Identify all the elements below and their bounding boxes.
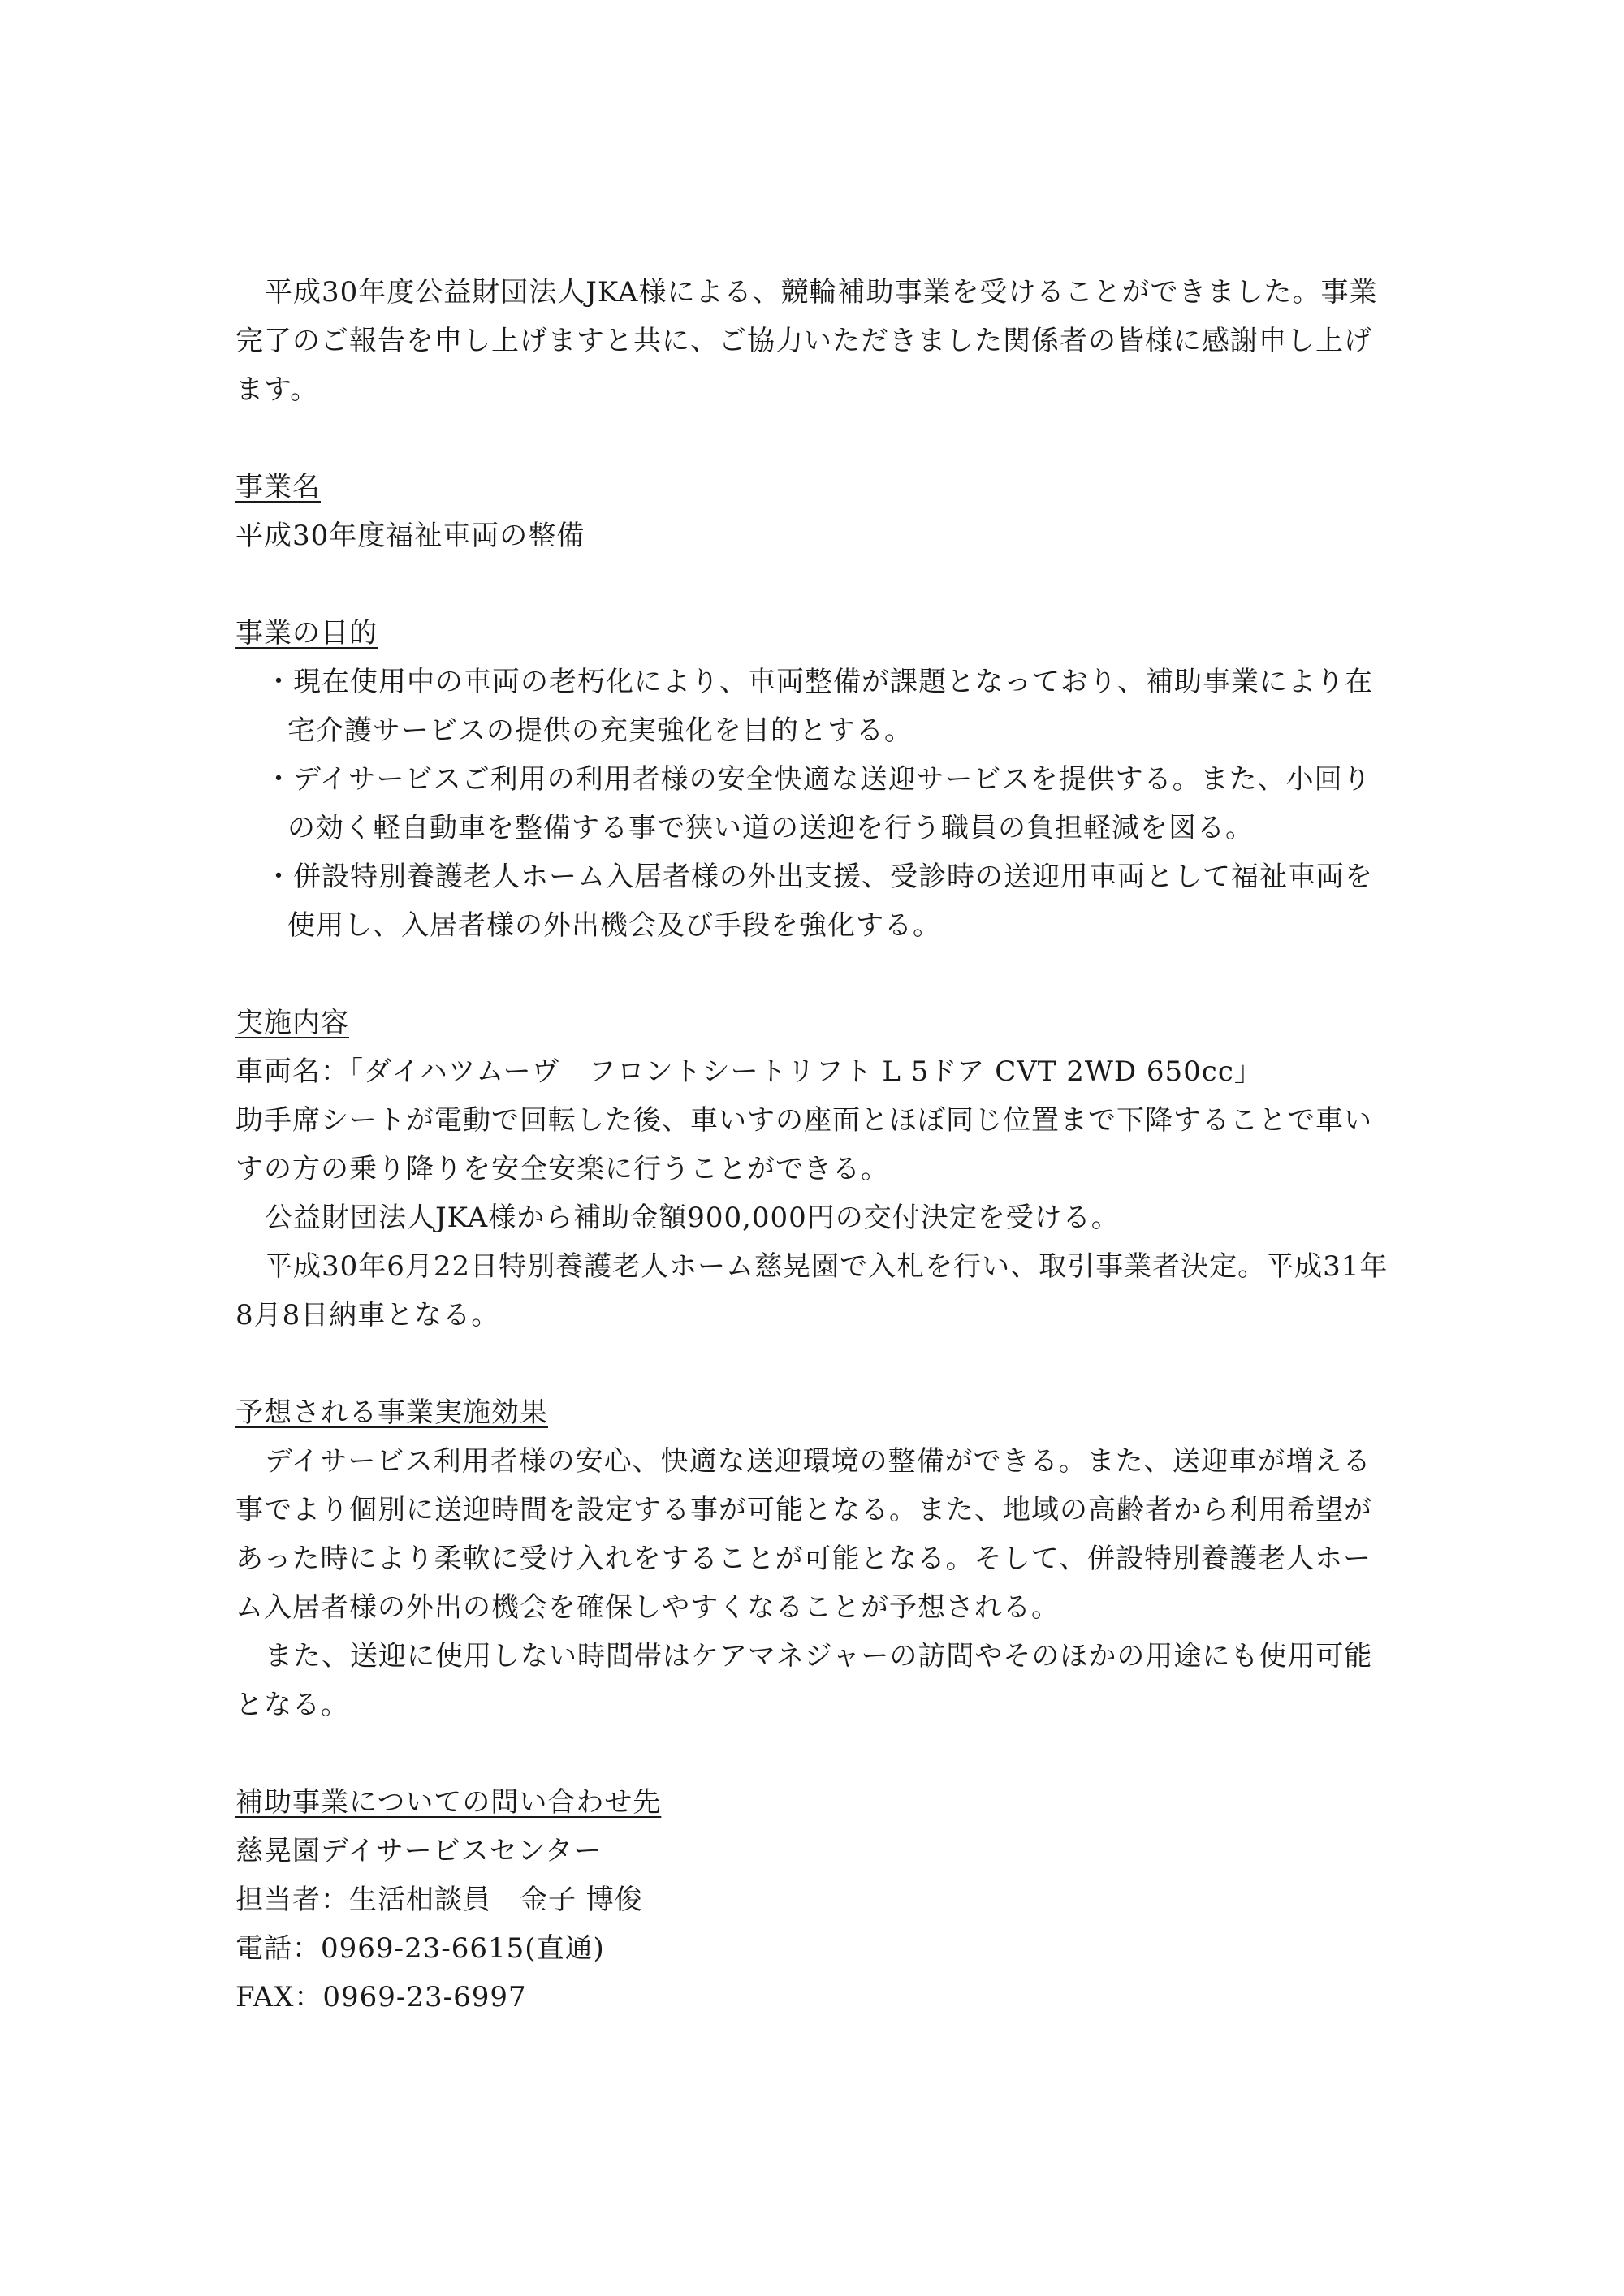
vehicle-description: 助手席シートが電動で回転した後、車いすの座面とほぼ同じ位置まで下降することで車いすの方の乗り降りを安全安楽に行うことができる。 <box>235 1104 1372 1185</box>
vehicle-name: 車両名：「ダイハツムーヴ フロントシートリフト L 5ドア CVT 2WD 650cc」 <box>235 1055 1263 1088</box>
purpose-item: ・併設特別養護老人ホーム入居者様の外出支援、受診時の送迎用車両として福祉車両を使用し、入居者様の外出機会及び手段を強化する。 <box>265 861 1373 942</box>
effects-section <box>235 1388 1397 1729</box>
contact-section <box>235 1778 1397 2022</box>
effects-paragraph-1: デイサービス利用者様の安心、快適な送迎環境の整備ができる。また、送迎車が増える事でより個別に送迎時間を設定する事が可能となる。また、地域の高齢者から利用希望があった時により柔軟に受け入れをすることが可能となる。そして、併設特別養護老人ホーム入居者様の外出の機会を確保しやすくなることが予想される。 <box>235 1445 1372 1624</box>
intro-paragraph: 平成30年度公益財団法人JKA様による、競輪補助事業を受けることができました。事業完了のご報告を申し上げますと共に、ご協力いただきました関係者の皆様に感謝申し上げます。 <box>235 276 1378 406</box>
project-name-heading: 事業名 <box>235 471 321 503</box>
purpose-section <box>235 609 1397 950</box>
contact-person: 担当者：生活相談員 金子 博俊 <box>235 1884 643 1916</box>
purpose-heading: 事業の目的 <box>235 617 378 650</box>
contact-heading: 補助事業についての問い合わせ先 <box>235 1786 662 1819</box>
effects-paragraph-2: また、送迎に使用しない時間帯はケアマネジャーの訪問やそのほかの用途にも使用可能となる。 <box>235 1640 1373 1721</box>
purpose-item: ・デイサービスご利用の利用者様の安全快適な送迎サービスを提供する。また、小回りの効く軽自動車を整備する事で狭い道の送迎を行う職員の負担軽減を図る。 <box>265 763 1371 844</box>
contact-fax: FAX：0969-23-6997 <box>235 1981 527 2013</box>
schedule-text: 平成30年6月22日特別養護老人ホーム慈晃園で入札を行い、取引事業者決定。平成31年8月8日納車となる。 <box>235 1250 1389 1331</box>
effects-heading: 予想される事業実施効果 <box>235 1396 548 1429</box>
purpose-item: ・現在使用中の車両の老朽化により、車両整備が課題となっており、補助事業により在宅介護サービスの提供の充実強化を目的とする。 <box>265 666 1373 747</box>
contact-organization: 慈晃園デイサービスセンター <box>235 1835 603 1867</box>
contact-phone: 電話：0969-23-6615(直通) <box>235 1932 605 1965</box>
implementation-section <box>235 999 1397 1340</box>
document-body <box>235 268 1397 2022</box>
project-name-section <box>235 463 1397 560</box>
grant-text: 公益財団法人JKA様から補助金額900,000円の交付決定を受ける。 <box>265 1202 1120 1234</box>
project-name-text: 平成30年度福祉車両の整備 <box>235 520 585 552</box>
implementation-heading: 実施内容 <box>235 1007 349 1039</box>
